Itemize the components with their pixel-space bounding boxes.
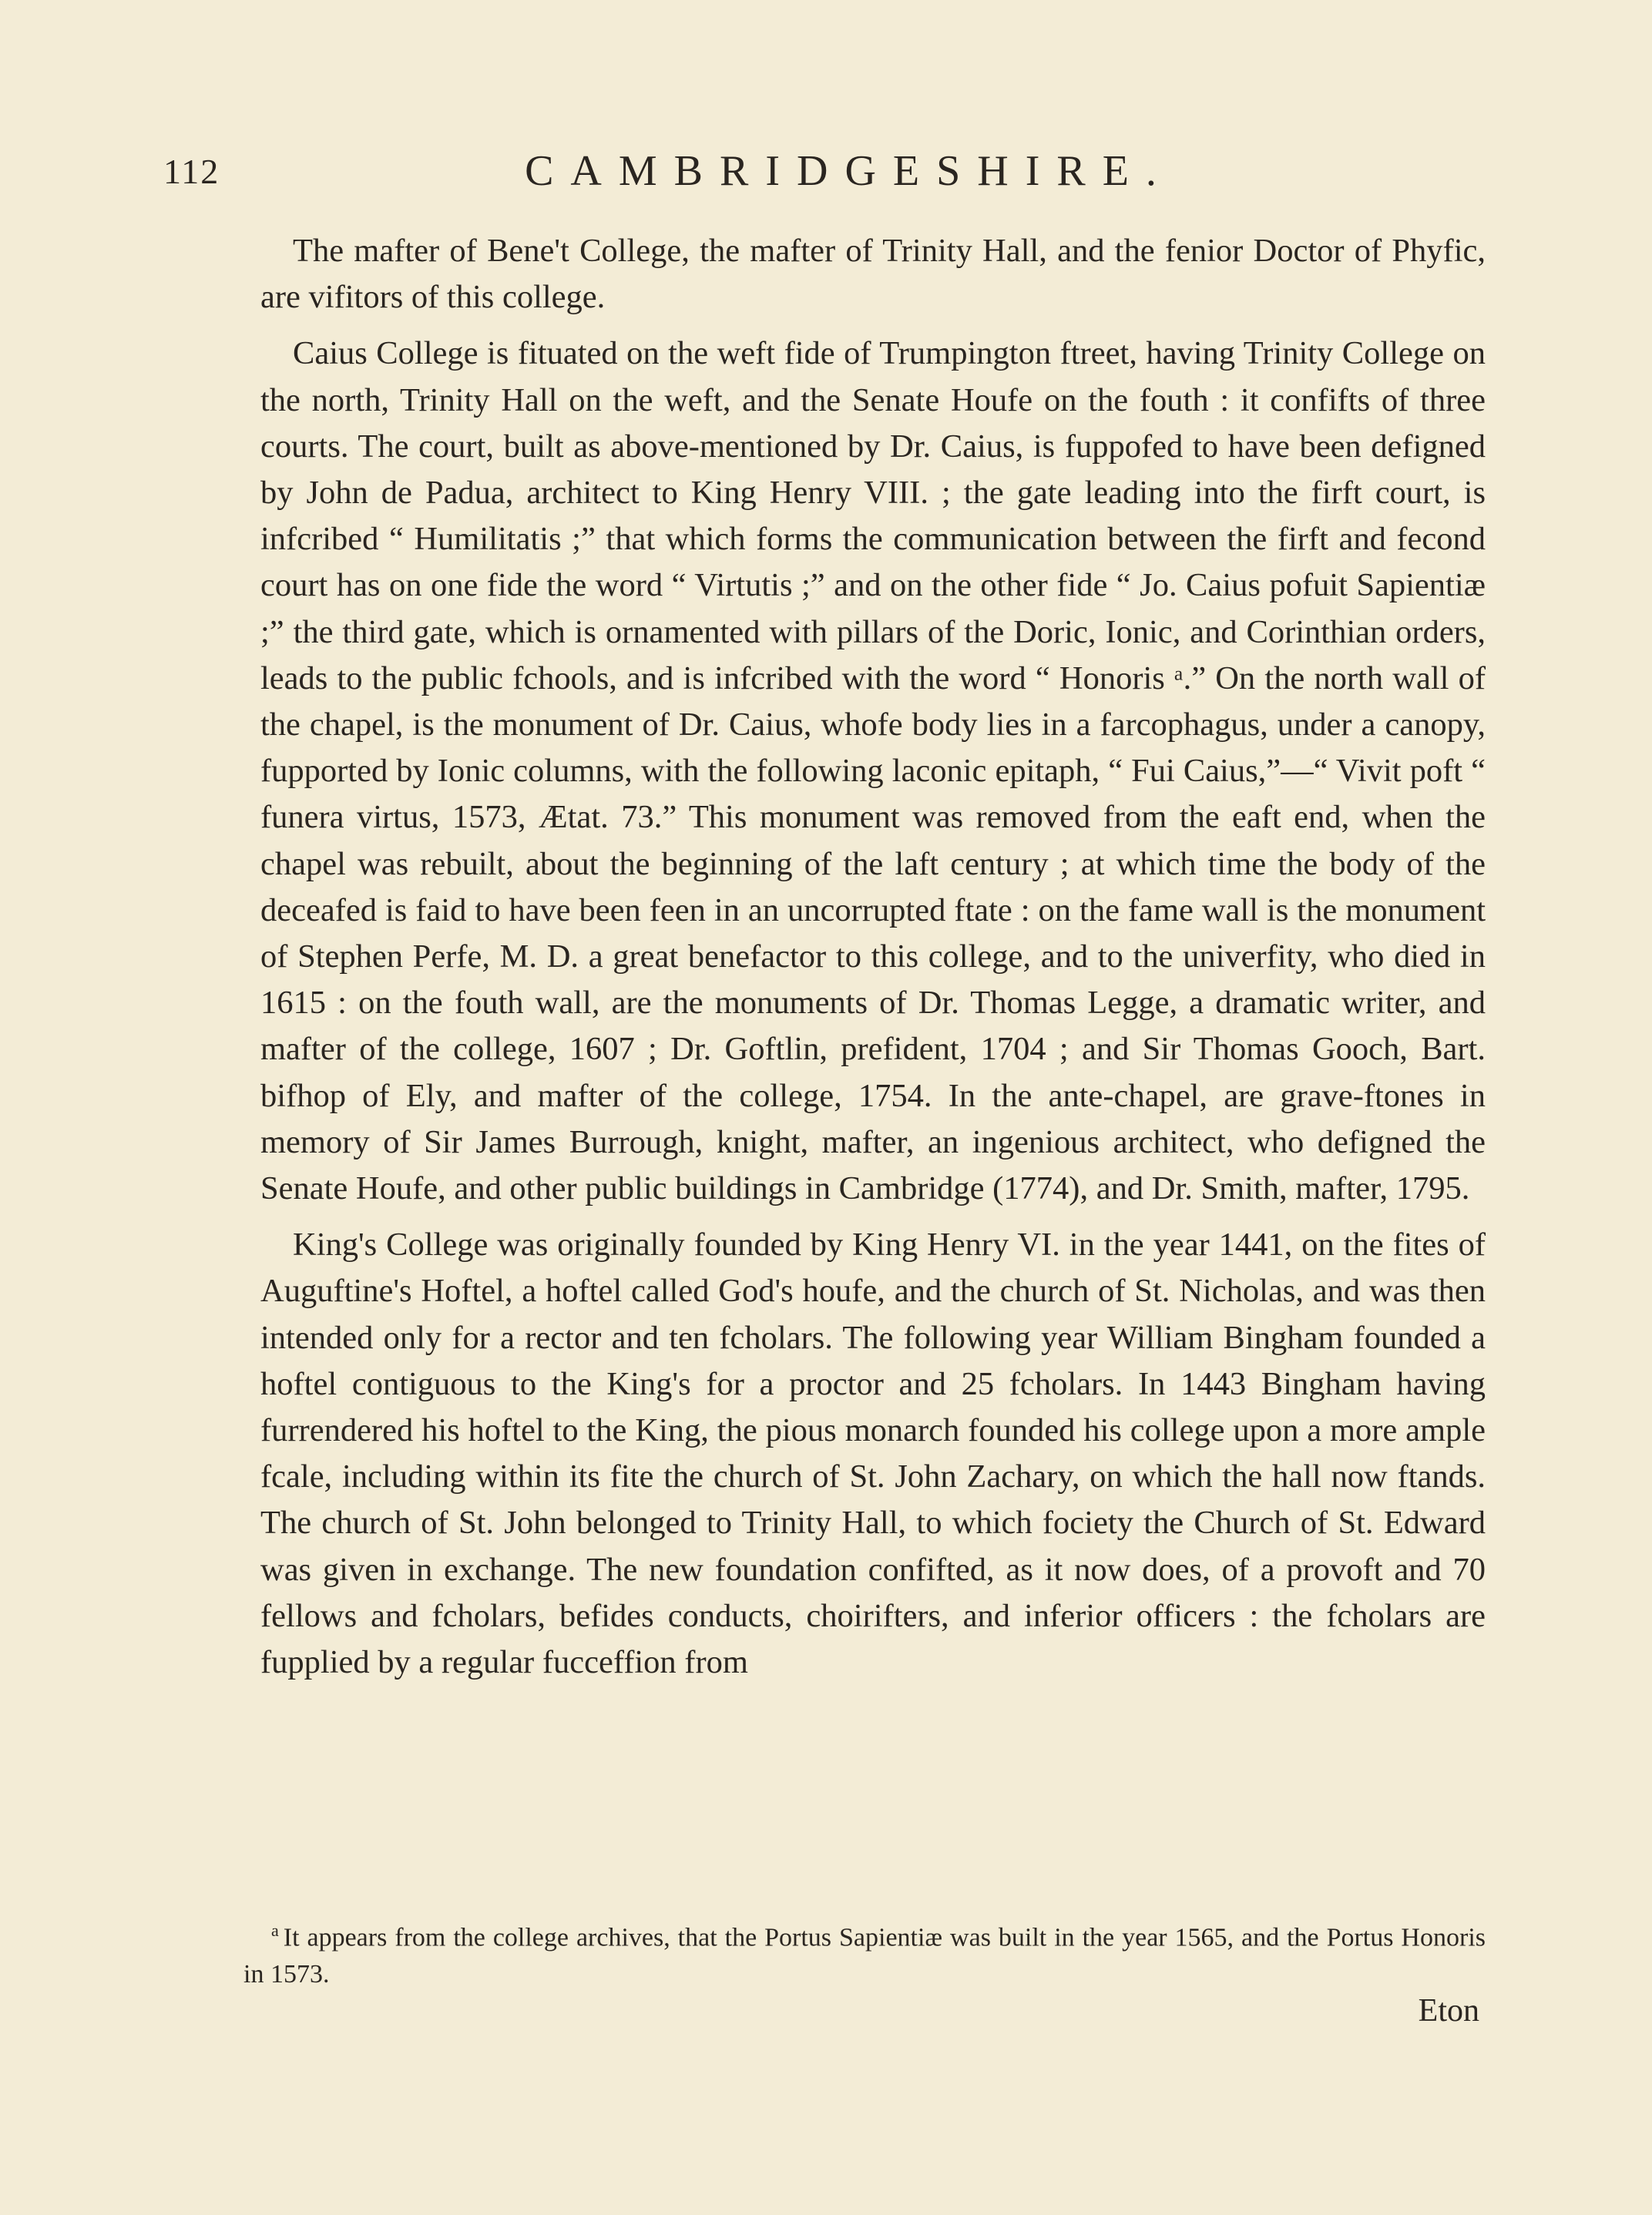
body-text	[260, 228, 1486, 1696]
page-number: 112	[163, 152, 220, 191]
paragraph: Caius College is fituated on the weft fide of Trumpington ftreet, having Trinity College on the north, Trinity Hall on the weft, and the Senate Houfe on the fouth : it confifts of three courts. The court, built as above-mentioned by Dr. Caius, is fuppofed to have been defigned by John de Padua, architect to King Henry VIII. ; the gate leading into the firft court, is infcribed “ Humilitatis ;” that which forms the communication between the firft and fecond court has on one fide the word “ Virtutis ;” and on the other fide “ Jo. Caius pofuit Sapientiæ ;” the third gate, which is ornamented with pillars of the Doric, Ionic, and Corinthian orders, leads to the public fchools, and is infcribed with the word “ Honoris ᵃ.” On the north wall of the chapel, is the monument of Dr. Caius, whofe body lies in a farcophagus, under a canopy, fupported by Ionic columns, with the following laconic epitaph, “ Fui Caius,”—“ Vivit poft “ funera virtus, 1573, Ætat. 73.” This monument was removed from the eaft end, when the chapel was rebuilt, about the beginning of the laft century ; at which time the body of the deceafed is faid to have been feen in an uncorrupted ftate : on the fame wall is the monument of Stephen Perfe, M. D. a great benefactor to this college, and to the univerfity, who died in 1615 : on the fouth wall, are the monuments of Dr. Thomas Legge, a dramatic writer, and mafter of the college, 1607 ; Dr. Goftlin, prefident, 1704 ; and Sir Thomas Gooch, Bart. bifhop of Ely, and mafter of the college, 1754. In the ante-chapel, are grave-ftones in memory of Sir James Burrough, knight, mafter, an ingenious architect, who defigned the Senate Houfe, and other public buildings in Cambridge (1774), and Dr. Smith, mafter, 1795.	[260, 335, 1486, 1207]
running-head: CAMBRIDGESHIRE.	[525, 147, 1174, 195]
paragraph: The mafter of Bene't College, the mafter of Trinity Hall, and the fenior Doctor of Phyfic, are vifitors of this college.	[260, 233, 1486, 316]
paragraph: King's College was originally founded by King Henry VI. in the year 1441, on the fites of Auguftine's Hoftel, a hoftel called God's houfe, and the church of St. Nicholas, and was then intended only for a rector and ten fcholars. The following year William Bingham founded a hoftel contiguous to the King's for a proctor and 25 fcholars. In 1443 Bingham having furrendered his hoftel to the King, the pious monarch founded his college upon a more ample fcale, including within its fite the church of St. John Zachary, on which the hall now ftands. The church of St. John belonged to Trinity Hall, to which fociety the Church of St. Edward was given in exchange. The new foundation confifted, as it now does, of a provoft and 70 fellows and fcholars, befides conducts, choirifters, and inferior officers : the fcholars are fupplied by a regular fucceffion from	[260, 1227, 1486, 1681]
catchword: Eton	[1418, 1993, 1479, 2029]
footnote	[243, 1912, 1486, 1993]
footnote-text: It appears from the college archives, that the Portus Sapientiæ was built in the year 1565, and the Portus Honoris in 1573.	[243, 1923, 1486, 1989]
footnote-mark: a	[271, 1921, 279, 1940]
